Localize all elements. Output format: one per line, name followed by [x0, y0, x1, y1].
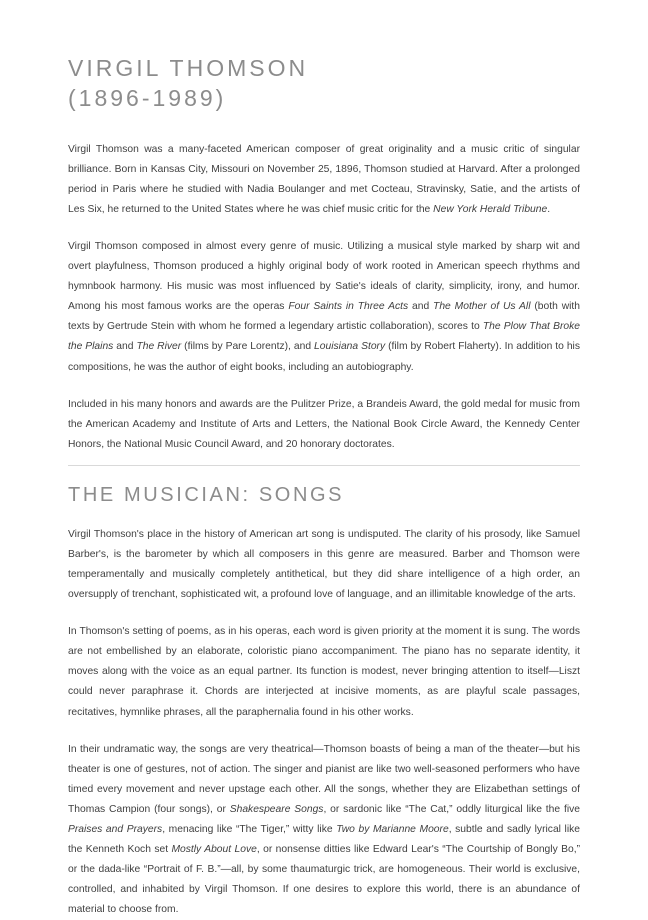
intro-section: [68, 140, 580, 455]
intro-paragraph-3: Included in his many honors and awards are the Pulitzer Prize, a Brandeis Award, the gold medal for music from the American Academy and Institute of Arts and Letters, the National Book Circle Award, the Kennedy Center Honors, the National Music Council Award, and 20 honorary doctorates.: [68, 398, 580, 450]
intro-paragraph-1: Virgil Thomson was a many-faceted American composer of great originality and a music critic of singular brilliance. Born in Kansas City, Missouri on November 25, 1896, Thomson studied at Harvard. After a prolonged period in Paris where he studied with Nadia Boulanger and met Cocteau, Stravinsky, Satie, and the artists of Les Six, he returned to the United States where he was chief music critic for the New York Herald Tribune.: [68, 143, 580, 216]
italic-title-louisiana-story: Louisiana Story: [314, 341, 386, 353]
italic-title-mostly-about-love: Mostly About Love: [171, 843, 257, 855]
songs-section: [68, 525, 580, 920]
songs-paragraph-3: In their undramatic way, the songs are very theatrical—Thomson boasts of being a man of the theater—but his theater is one of gestures, not of action. The singer and pianist are like two well-seasoned performers who have timed every movement and never upstage each other. All the songs, whether they are Elizabethan settings of Thomas Campion (four songs), or Shakespeare Songs, or sardonic like “The Cat,” oddly liturgical like the five Praises and Prayers, menacing like “The Tiger,” witty like Two by Marianne Moore, subtle and sadly lyrical like the Kenneth Koch set Mostly About Love, or nonsense ditties like Edward Lear's “The Courtship of Bongly Bo,” or the dada-like “Portrait of F. B.”—all, by some thaumaturgic trick, are homogeneous. Their world is exclusive, controlled, and inhabited by Virgil Thomson. If one desires to explore this world, there is an abundance of material to choose from.: [68, 743, 581, 916]
italic-title-shakespeare-songs: Shakespeare Songs: [229, 803, 324, 815]
italic-title-the-plow: The Plow That Broke the Plains: [68, 321, 580, 353]
section-divider: [68, 465, 580, 466]
section-heading: THE MUSICIAN: SONGS: [68, 483, 345, 506]
intro-paragraph-2: Virgil Thomson composed in almost every genre of music. Utilizing a musical style marked by sharp wit and overt playfulness, Thomson produced a highly original body of work rooted in American speech rhythms and hymnbook harmony. His music was most influenced by Satie's ideals of clarity, simplicity, irony, and humor. Among his most famous works are the operas Four Saints in Three Acts and The Mother of Us All (both with texts by Gertrude Stein with whom he formed a legendary artistic collaboration), scores to The Plow That Broke the Plains and The River (films by Pare Lorentz), and Louisiana Story (film by Robert Flaherty). In addition to his compositions, he was the author of eight books, including an autobiography.: [68, 241, 581, 373]
italic-title-herald-tribune: New York Herald Tribune: [433, 204, 548, 216]
page-title: [68, 54, 580, 114]
title-line-dates: (1896-1989): [68, 84, 227, 111]
songs-paragraph-1: Virgil Thomson's place in the history of American art song is undisputed. The clarity of his prosody, like Samuel Barber's, is the barometer by which all composers in this genre are measured. Barber and Thomson were temperamentally and musically completely antithetical, but they did share intelligence of a high order, an oversupply of trenchant, sophisticated wit, a profound love of language, and an illimitable knowledge of the arts.: [68, 528, 580, 601]
italic-title-the-river: The River: [136, 341, 182, 353]
italic-title-mother-of-us-all: The Mother of Us All: [433, 301, 531, 313]
songs-paragraph-2: In Thomson's setting of poems, as in his operas, each word is given priority at the moment it is sung. The words are not embellished by an elaborate, coloristic piano accompaniment. The piano has no separate identity, it moves along with the voice as an equal partner. Its function is modest, never bringing attention to itself—Liszt could never paraphrase it. Chords are interjected at incisive moments, as are playful scale passages, recitatives, hymnlike phrases, all the paraphernalia found in his other works.: [68, 626, 580, 718]
italic-title-praises-and-prayers: Praises and Prayers: [68, 823, 163, 835]
italic-title-four-saints: Four Saints in Three Acts: [288, 301, 409, 313]
italic-title-two-by-marianne-moore: Two by Marianne Moore: [336, 823, 449, 835]
title-line-name: VIRGIL THOMSON: [68, 55, 309, 81]
